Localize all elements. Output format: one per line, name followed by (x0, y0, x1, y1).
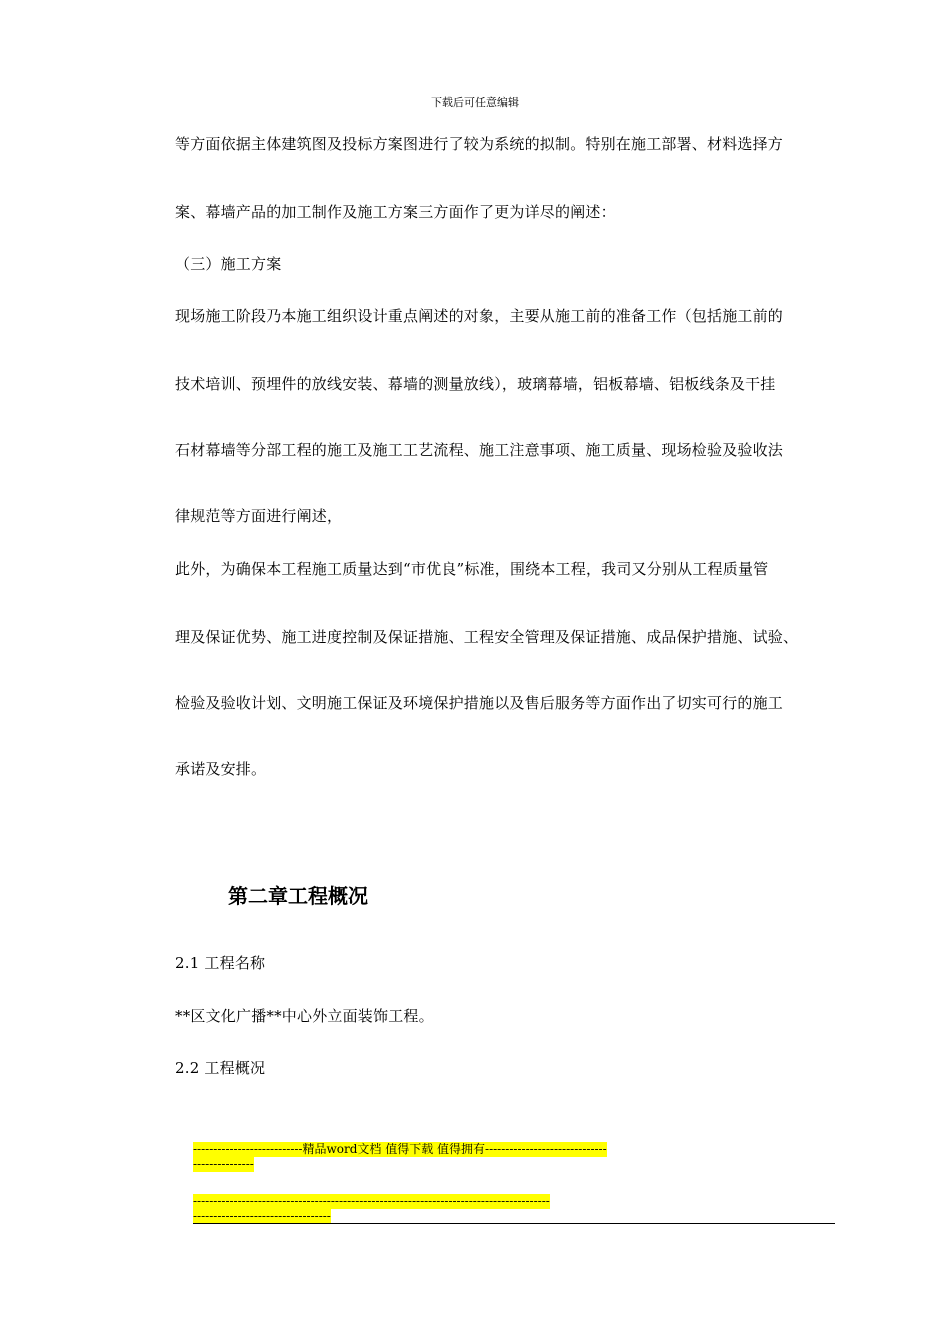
body-line: 理及保证优势、施工进度控制及保证措施、工程安全管理及保证措施、成品保护措施、试验、 (175, 628, 799, 646)
footer-highlight: ---------------------------------- (193, 1209, 331, 1223)
section-heading: （三）施工方案 (175, 255, 282, 273)
body-line: 现场施工阶段乃本施工组织设计重点阐述的对象，主要从施工前的准备工作（包括施工前的 (175, 307, 784, 325)
body-line: 检验及验收计划、文明施工保证及环境保护措施以及售后服务等方面作出了切实可行的施工 (175, 694, 784, 712)
footer-banner (193, 1142, 835, 1224)
footer-highlight: ---------------------------------------------------------------------------------------- (193, 1194, 550, 1208)
body-line: 技术培训、预埋件的放线安装、幕墙的测量放线），玻璃幕墙，铝板幕墙、铝板线条及干挂 (175, 375, 776, 393)
body-line: 此外，为确保本工程施工质量达到“市优良”标准，围绕本工程，我司又分别从工程质量管 (175, 560, 769, 578)
footer-highlight: ---------------------------精品word文档 值得下载 值得拥有------------------------------ (193, 1142, 607, 1156)
body-line: 石材幕墙等分部工程的施工及施工工艺流程、施工注意事项、施工质量、现场检验及验收法 (175, 441, 784, 459)
body-line: 承诺及安排。 (175, 760, 267, 778)
footer-highlight: --------------- (193, 1157, 254, 1171)
body-line: 等方面依据主体建筑图及投标方案图进行了较为系统的拟制。特别在施工部署、材料选择方 (175, 135, 784, 153)
body-line: 案、幕墙产品的加工制作及施工方案三方面作了更为详尽的阐述： (175, 203, 616, 221)
body-line: 律规范等方面进行阐述， (175, 507, 343, 525)
section-heading: 2.2 工程概况 (175, 1059, 266, 1077)
chapter-title: 第二章工程概况 (228, 884, 368, 908)
section-heading: 2.1 工程名称 (175, 954, 266, 972)
footer-rule (193, 1223, 835, 1224)
page-header: 下载后可任意编辑 (431, 96, 519, 109)
body-line: **区文化广播**中心外立面装饰工程。 (175, 1007, 434, 1025)
